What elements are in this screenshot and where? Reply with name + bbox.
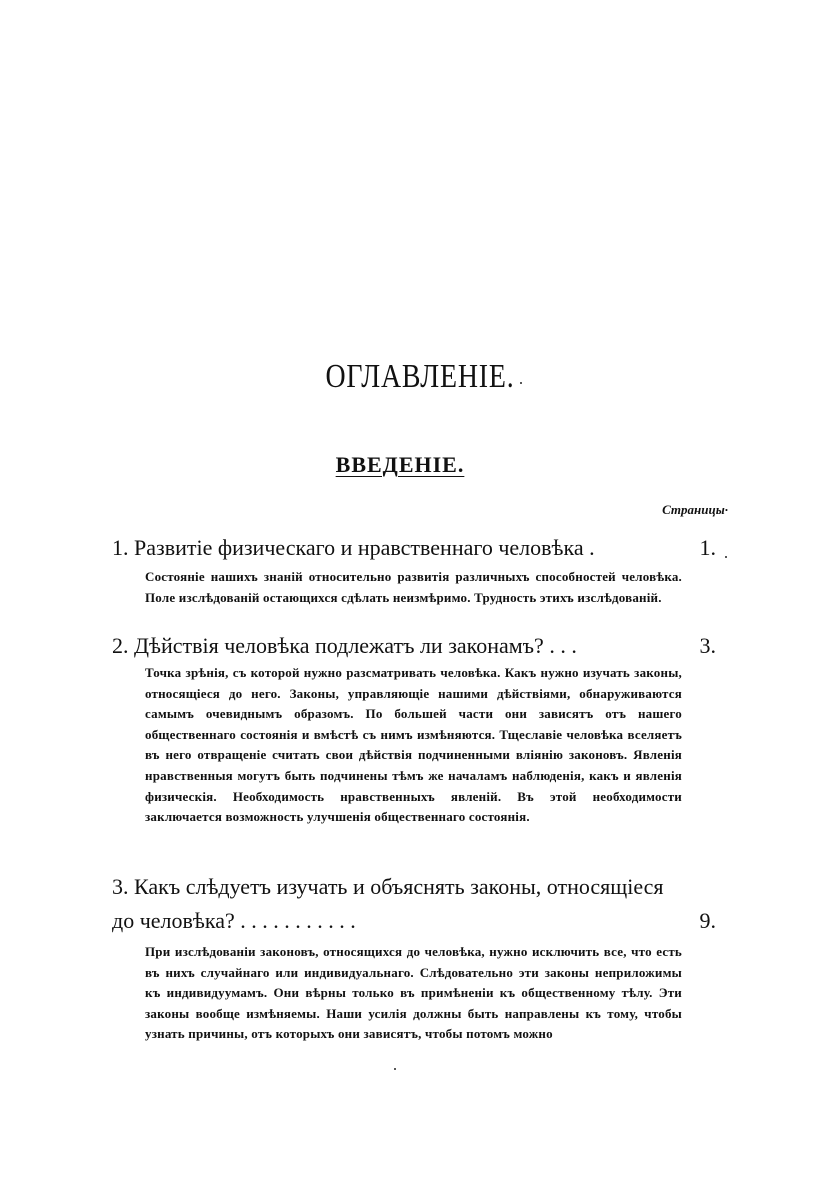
toc-entry (112, 531, 716, 608)
toc-entry (112, 629, 716, 828)
toc-entry-page: 3. (699, 633, 716, 658)
toc-entry-summary: Состояніе нашихъ знаній относительно развитія различныхъ способностей человѣка. Поле изслѣдованій остающихся сдѣлать неизмѣримо. Трудность этихъ изслѣдованій. (145, 569, 682, 605)
print-speck (725, 556, 727, 558)
print-speck (520, 382, 522, 384)
pages-column-label: Страницы· (662, 502, 728, 517)
toc-entry-page: 9. (699, 908, 716, 933)
print-speck (394, 1068, 396, 1070)
toc-entry-heading (112, 629, 716, 663)
section-title: ВВЕДЕНІЕ. (335, 452, 465, 477)
page-title: ОГЛАВЛЕНІЕ. (325, 358, 515, 395)
toc-entry-heading (112, 531, 716, 565)
toc-entry-page: 1. (699, 535, 716, 560)
toc-entry (112, 870, 716, 1045)
toc-entry-title: 2. Дѣйствія человѣка подлежатъ ли законамъ? . . . (112, 633, 577, 658)
toc-entry-title: 3. Какъ слѣдуетъ изучать и объяснять законы, относящіеся до человѣка? . . . . . . . . . . . (112, 874, 664, 933)
toc-entry-summary: Точка зрѣнія, съ которой нужно разсматривать человѣка. Какъ нужно изучать законы, относящіеся до него. Законы, управляющіе нашими дѣйствіями, обнаруживаются самымъ очевиднымъ образомъ. По большей части они зависятъ отъ нашего общественнаго состоянія и вмѣстѣ съ нимъ измѣняются. Тщеславіе человѣка вселяетъ въ него отвращеніе считать свои дѣйствія подчиненными вліянію законовъ. Явленія нравственныя могутъ быть подчинены тѣмъ же началамъ наблюденія, какъ и явленія физическія. Необходимость нравственныхъ явленій. Въ этой необходимости заключается возможность улучшенія общественнаго состоянія. (145, 665, 682, 825)
toc-entry-title: 1. Развитіе физическаго и нравственнаго человѣка . (112, 535, 595, 560)
toc-entry-summary: При изслѣдованіи законовъ, относящихся до человѣка, нужно исключить все, что есть въ нихъ случайнаго или индивидуальнаго. Слѣдовательно эти законы неприложимы къ индивидуумамъ. Они вѣрны только въ примѣненіи къ общественному тѣлу. Эти законы вообще измѣняемы. Наши усилія должны быть направлены къ тому, чтобы узнать причины, отъ которыхъ они зависятъ, чтобы потомъ можно (145, 944, 682, 1042)
toc-entry-heading (112, 870, 716, 938)
